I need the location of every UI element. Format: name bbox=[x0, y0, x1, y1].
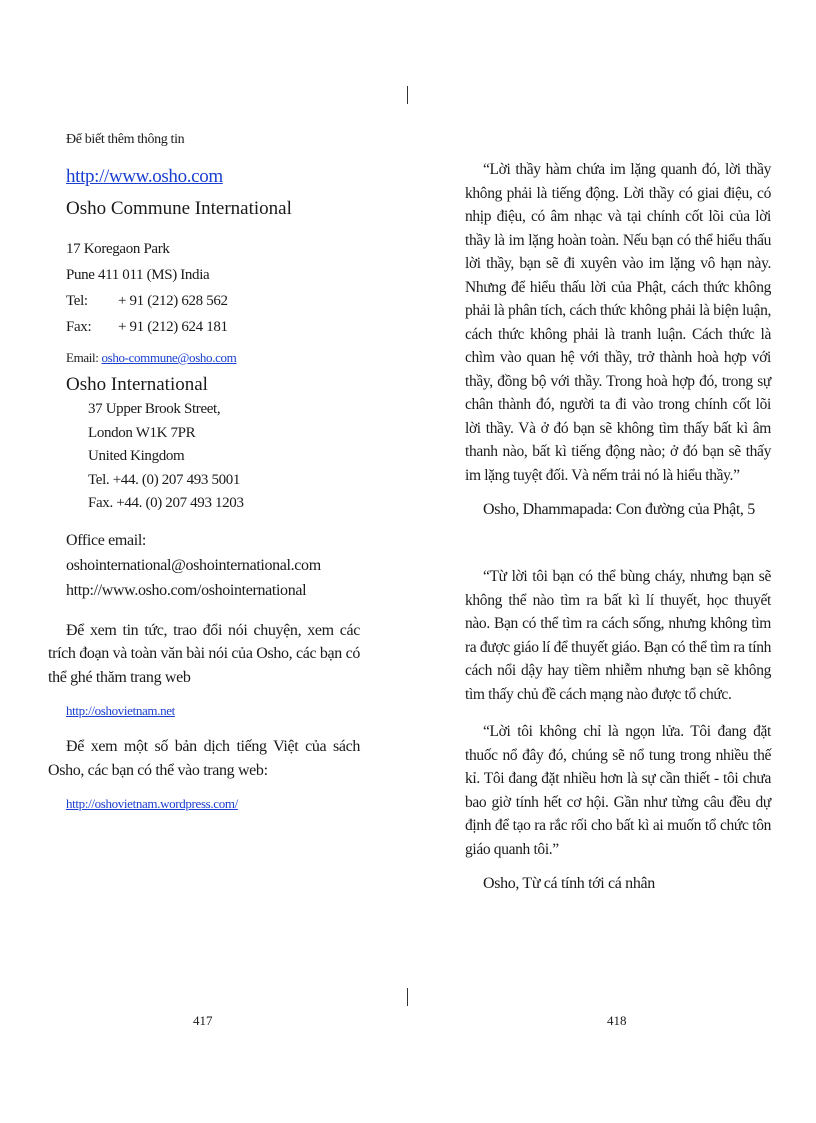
intro-text: Để biết thêm thông tin bbox=[66, 132, 185, 147]
office-block bbox=[66, 528, 360, 603]
news-paragraph: Để xem tin tức, trao đổi nói chuyện, xem các trích đoạn và toàn văn bài nói của Osho, các bạn có thể ghé thăm trang web bbox=[48, 621, 360, 686]
org1-address-line: Pune 411 011 (MS) India bbox=[66, 267, 210, 283]
website-link[interactable]: http://www.osho.com bbox=[66, 166, 223, 187]
quote-paragraph: “Lời thầy hàm chứa im lặng quanh đó, lời thầy không phải là tiếng động. Lời thầy có giai điệu, có nhịp điệu, có âm nhạc và tại chính cốt lõi của lời thầy là im lặng hoàn toàn. Nếu bạn có thể hiểu thấu lời thầy, bạn sẽ đi xuyên vào im lặng vô hạn này. Nhưng để hiểu thấu lời của Phật, cách thức không phải là phân tích, cách thức không phải là biện luận, cách thức không phải là tranh luận. Cách thức là chìm vào quan hệ với thầy, trở thành hoà hợp với thầy, đồng bộ với thầy. Trong hoà hợp đó, trong sự chân thành đó, người ta đi vào trong chính cốt lõi lời thầy. Và ở đó bạn sẽ không tìm thấy bất kì âm thanh nào, bất kì tiếng động nào; ở đó bạn sẽ thấy im lặng tuyệt đối. Và nếm trải nó là hiểu thầy.” bbox=[465, 161, 771, 484]
org2-name: Osho International bbox=[66, 374, 208, 395]
left-page bbox=[48, 132, 360, 812]
org1-fax-row bbox=[66, 314, 360, 340]
org2-address-line: Fax. +44. (0) 207 493 1203 bbox=[88, 495, 244, 511]
org2-address-line: London W1K 7PR bbox=[88, 424, 196, 441]
org2-address-line: 37 Upper Brook Street, bbox=[88, 401, 221, 417]
fax-value: + 91 (212) 624 181 bbox=[118, 319, 228, 335]
office-url: http://www.osho.com/oshointernational bbox=[66, 581, 307, 599]
email-link[interactable]: osho-commune@osho.com bbox=[101, 350, 237, 365]
fax-label: Fax: bbox=[66, 319, 92, 335]
page-number-right: 418 bbox=[607, 1013, 627, 1028]
quote-paragraph: “Lời tôi không chỉ là ngọn lửa. Tôi đang đặt thuốc nổ đây đó, chúng sẽ nổ tung trong nhiều thế kỉ. Tôi đang đặt nhiều hơn là sự cần thiết - tôi chưa bao giờ tính hết cơ hội. Gần như từng câu đều dự định để tạo ra rắc rối cho bất kì ai muốn tổ chức tôn giáo quanh tôi.” bbox=[465, 723, 771, 858]
quote-attribution: Osho, Dhammapada: Con đường của Phật, 5 bbox=[483, 501, 755, 518]
org2-address bbox=[88, 398, 360, 516]
right-page bbox=[465, 158, 771, 893]
org1-tel-row bbox=[66, 288, 360, 314]
page-divider-bottom bbox=[407, 988, 408, 1006]
oshovietnam-link[interactable]: http://oshovietnam.net bbox=[66, 703, 175, 718]
email-label: Email: bbox=[66, 350, 102, 365]
page-number-left: 417 bbox=[193, 1013, 213, 1028]
page-divider-top bbox=[407, 86, 408, 104]
office-email: oshointernational@oshointernational.com bbox=[66, 556, 321, 574]
org2-address-line: Tel. +44. (0) 207 493 5001 bbox=[88, 471, 241, 488]
tel-value: + 91 (212) 628 562 bbox=[118, 293, 228, 309]
wordpress-link[interactable]: http://oshovietnam.wordpress.com/ bbox=[66, 796, 238, 811]
quote-paragraph: “Từ lời tôi bạn có thể bùng cháy, nhưng bạn sẽ không thể nào tìm ra bất kì lí thuyết, học thuyết nào. Bạn có thể tìm ra cách sống, nhưng không tìm ra được giáo lí để thuyết giáo. Bạn có thể tìm ra tính cách nổi dậy hay tiềm nhiễm nhưng bạn sẽ không tìm thấy chủ đề cách mạng nào được tổ chức. bbox=[465, 568, 771, 703]
org1-name: Osho Commune International bbox=[66, 198, 292, 219]
org1-email-line bbox=[66, 350, 360, 366]
office-label: Office email: bbox=[66, 531, 147, 549]
translations-paragraph: Để xem một số bản dịch tiếng Việt của sách Osho, các bạn có thể vào trang web: bbox=[48, 738, 360, 779]
quote-attribution: Osho, Từ cá tính tới cá nhân bbox=[483, 875, 655, 892]
tel-label: Tel: bbox=[66, 293, 88, 309]
org1-address bbox=[66, 236, 360, 340]
org2-address-line: United Kingdom bbox=[88, 448, 185, 464]
org1-address-line: 17 Koregaon Park bbox=[66, 241, 170, 257]
